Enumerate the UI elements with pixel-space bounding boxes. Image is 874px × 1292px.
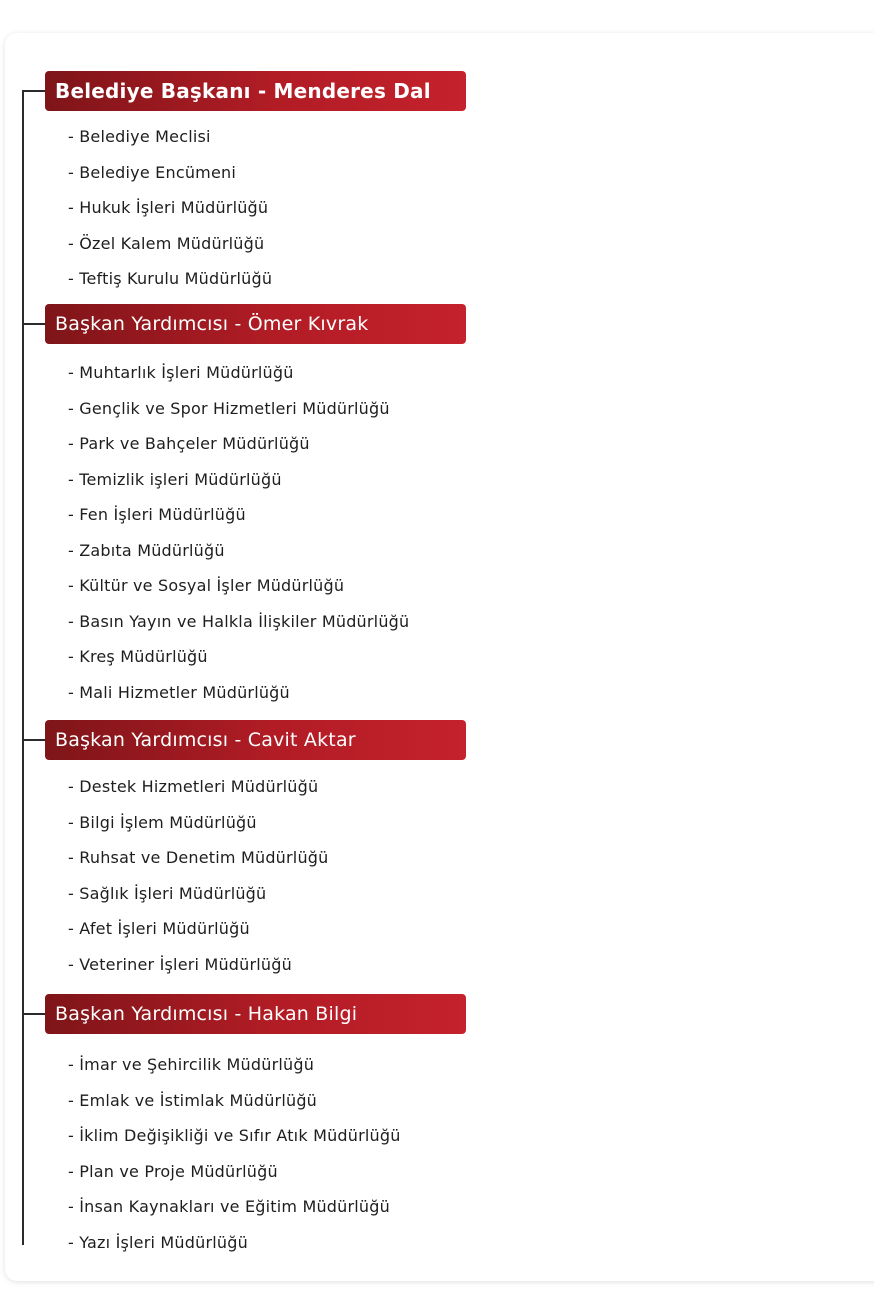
unit-list-mayor <box>68 119 272 297</box>
list-item: - İklim Değişikliği ve Sıfır Atık Müdürlüğü <box>68 1126 401 1145</box>
branch-connector <box>22 90 46 92</box>
unit-list-deputy-hakan <box>68 1047 401 1260</box>
list-item: - Yazı İşleri Müdürlüğü <box>68 1232 248 1252</box>
branch-connector <box>22 323 46 325</box>
list-item: - Mali Hizmetler Müdürlüğü <box>68 682 290 702</box>
list-item: - Belediye Meclisi <box>68 127 211 146</box>
list-item: - Park ve Bahçeler Müdürlüğü <box>68 434 310 453</box>
list-item: - Zabıta Müdürlüğü <box>68 540 225 560</box>
list-item: - Sağlık İşleri Müdürlüğü <box>68 883 267 903</box>
list-item: - İnsan Kaynakları ve Eğitim Müdürlüğü <box>68 1197 390 1216</box>
list-item: - Plan ve Proje Müdürlüğü <box>68 1161 278 1181</box>
branch-connector <box>22 1013 46 1015</box>
section-header-deputy-hakan: Başkan Yardımcısı - Hakan Bilgi <box>45 994 466 1034</box>
tree-trunk-line <box>22 91 24 1245</box>
section-header-deputy-omer: Başkan Yardımcısı - Ömer Kıvrak <box>45 304 466 344</box>
list-item: - Destek Hizmetleri Müdürlüğü <box>68 777 319 796</box>
list-item: - Basın Yayın ve Halkla İlişkiler Müdürlüğü <box>68 611 410 631</box>
unit-list-deputy-cavit <box>68 769 328 982</box>
list-item: - Bilgi İşlem Müdürlüğü <box>68 812 257 832</box>
branch-connector <box>22 739 46 741</box>
list-item: - Afet İşleri Müdürlüğü <box>68 919 250 938</box>
list-item: - Teftiş Kurulu Müdürlüğü <box>68 269 273 288</box>
list-item: - Veteriner İşleri Müdürlüğü <box>68 954 292 974</box>
list-item: - Emlak ve İstimlak Müdürlüğü <box>68 1090 318 1110</box>
list-item: - Ruhsat ve Denetim Müdürlüğü <box>68 848 329 867</box>
list-item: - Hukuk İşleri Müdürlüğü <box>68 198 269 217</box>
list-item: - Gençlik ve Spor Hizmetleri Müdürlüğü <box>68 398 390 418</box>
list-item: - Kreş Müdürlüğü <box>68 647 208 666</box>
list-item: - Muhtarlık İşleri Müdürlüğü <box>68 363 294 382</box>
unit-list-deputy-omer <box>68 355 409 710</box>
list-item: - Fen İşleri Müdürlüğü <box>68 505 246 524</box>
list-item: - Kültür ve Sosyal İşler Müdürlüğü <box>68 576 345 595</box>
section-header-mayor: Belediye Başkanı - Menderes Dal <box>45 71 466 111</box>
list-item: - Temizlik işleri Müdürlüğü <box>68 469 282 489</box>
list-item: - Özel Kalem Müdürlüğü <box>68 233 265 253</box>
list-item: - İmar ve Şehircilik Müdürlüğü <box>68 1055 315 1074</box>
list-item: - Belediye Encümeni <box>68 162 236 182</box>
section-header-deputy-cavit: Başkan Yardımcısı - Cavit Aktar <box>45 720 466 760</box>
